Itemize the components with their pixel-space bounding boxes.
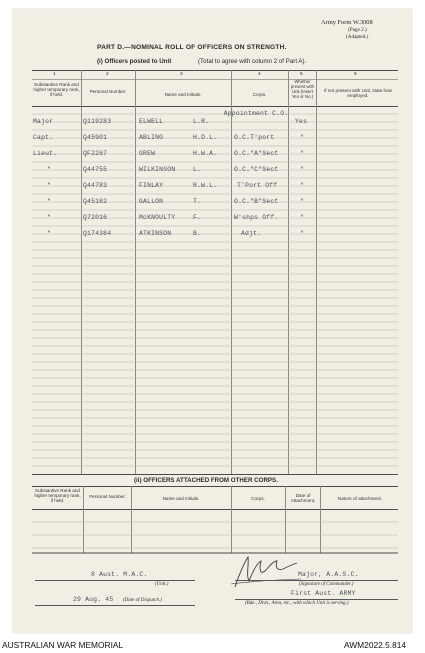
- cell-corps: T'Port Off: [237, 182, 278, 189]
- cell-initials: L.R.: [193, 118, 210, 125]
- adapted-note: (Adapted.): [346, 34, 369, 40]
- part-title: PART D.—NOMINAL ROLL OF OFFICERS ON STRENGTH.: [97, 44, 287, 51]
- date-value: 29 Aug. 45: [73, 596, 114, 603]
- cell-rank: ": [47, 198, 52, 205]
- cell-present: ": [300, 182, 305, 189]
- cell-name: ATKINSON: [139, 230, 172, 237]
- header2-name: Name and Initials.: [162, 496, 200, 501]
- cell-present: ": [300, 214, 305, 221]
- header2-nature: Nature of attachment.: [337, 496, 383, 501]
- cell-rank: ": [47, 214, 52, 221]
- cell-corps: O.C."A"Sect: [234, 150, 279, 157]
- col-number: 2: [106, 72, 109, 77]
- cell-number: Q45182: [83, 198, 108, 205]
- cell-number: Q44755: [83, 166, 108, 173]
- cell-number: Q119283: [83, 118, 112, 125]
- header-present: Whether present with Unit (Insert Yes or No.): [290, 79, 315, 99]
- cell-initials: T.: [193, 198, 202, 205]
- cell-rank: Lieut.: [33, 150, 58, 157]
- header-employment: If not present with Unit, state how employed.: [324, 88, 392, 99]
- section2-title: (ii) OFFICERS ATTACHED FROM OTHER CORPS.: [134, 477, 278, 484]
- cell-corps: Appointment C.O.: [223, 110, 289, 117]
- cell-number: Q44783: [83, 182, 108, 189]
- cell-initials: R.W.L.: [193, 182, 218, 189]
- unit-label: (Unit.): [155, 582, 169, 587]
- section1-note: (Total to agree with column 2 of Part A).: [198, 58, 307, 65]
- cell-name: GREW: [139, 150, 156, 157]
- cell-number: Q174384: [83, 230, 112, 237]
- cell-rank: Capt.: [33, 134, 54, 141]
- cell-name: WILKINSON: [139, 166, 176, 173]
- section1-title: (i) Officers posted to Unit: [97, 58, 172, 65]
- cell-initials: L.: [193, 166, 202, 173]
- commander-signature: [13, 9, 412, 633]
- commander-value: Major, A.A.S.C.: [298, 571, 359, 578]
- archive-footer: [0, 636, 425, 653]
- cell-rank: ": [47, 166, 52, 173]
- cell-name: McKNOULTY: [139, 214, 176, 221]
- cell-initials: B.: [193, 230, 202, 237]
- header-rank: Substantive Rank and higher temporary rank, if held.: [33, 82, 80, 98]
- cell-rank: ": [47, 182, 52, 189]
- cell-rank: ": [47, 230, 52, 237]
- footer-institution: AUSTRALIAN WAR MEMORIAL: [2, 640, 124, 650]
- cell-number: Q72016: [83, 214, 108, 221]
- cell-corps: O.C."C"Sect: [234, 166, 279, 173]
- col-number: 1: [53, 72, 56, 77]
- cell-corps: O.C."B"Sect: [234, 198, 279, 205]
- cell-name: ABLING: [139, 134, 164, 141]
- page-note: (Page 2.): [348, 27, 367, 33]
- cell-present: ": [300, 150, 305, 157]
- commander-label: (Signature of Commander.): [299, 582, 354, 587]
- col-number: 4: [258, 72, 261, 77]
- cell-initials: H.D.L.: [193, 134, 218, 141]
- header-corps: Corps.: [252, 92, 267, 97]
- footer-accession: AWM2022.5.814: [344, 640, 407, 650]
- cell-initials: F.: [193, 214, 202, 221]
- unit-value: 8 Aust. M.A.C.: [91, 571, 148, 578]
- cell-name: FINLAY: [139, 182, 164, 189]
- cell-present: ": [300, 230, 305, 237]
- cell-present: Yes: [295, 118, 308, 125]
- cell-initials: H.W.A.: [193, 150, 218, 157]
- date-label: (Date of Dispatch.): [123, 598, 162, 603]
- commander-line: [235, 580, 398, 581]
- cell-name: GALLON: [139, 198, 164, 205]
- cell-present: ": [300, 166, 305, 173]
- cell-present: ": [300, 134, 305, 141]
- col-number: 3: [180, 72, 183, 77]
- formation-label: (Bde., Divn., Area, etc., with which Unit is serving.): [245, 601, 349, 606]
- cell-corps: W'shps Off.: [234, 214, 279, 221]
- date-line: [35, 605, 195, 606]
- form-number: Army Form W.3008: [321, 19, 373, 26]
- formation-value: First Aust. ARMY: [291, 590, 356, 597]
- cell-present: ": [300, 198, 305, 205]
- header2-rank: Substantive Rank and higher temporary rank, if held.: [34, 488, 81, 504]
- cell-corps: O.C.T'port: [234, 134, 275, 141]
- cell-number: QF2267: [83, 150, 108, 157]
- form-paper: [13, 9, 412, 633]
- col-number: 6: [354, 72, 357, 77]
- formation-line: [235, 599, 398, 600]
- header2-personal-number: Personal Number.: [89, 494, 126, 499]
- cell-rank: Major: [33, 118, 54, 125]
- header2-date: Date of Attachment.: [290, 493, 316, 504]
- header-name: Name and Initials.: [164, 92, 202, 97]
- col-number: 5: [300, 72, 303, 77]
- header-personal-number: Personal Number.: [89, 89, 127, 94]
- header2-corps: Corps.: [251, 496, 265, 501]
- cell-name: ELWELL: [139, 118, 164, 125]
- cell-corps: Adjt.: [241, 230, 262, 237]
- cell-number: Q45901: [83, 134, 108, 141]
